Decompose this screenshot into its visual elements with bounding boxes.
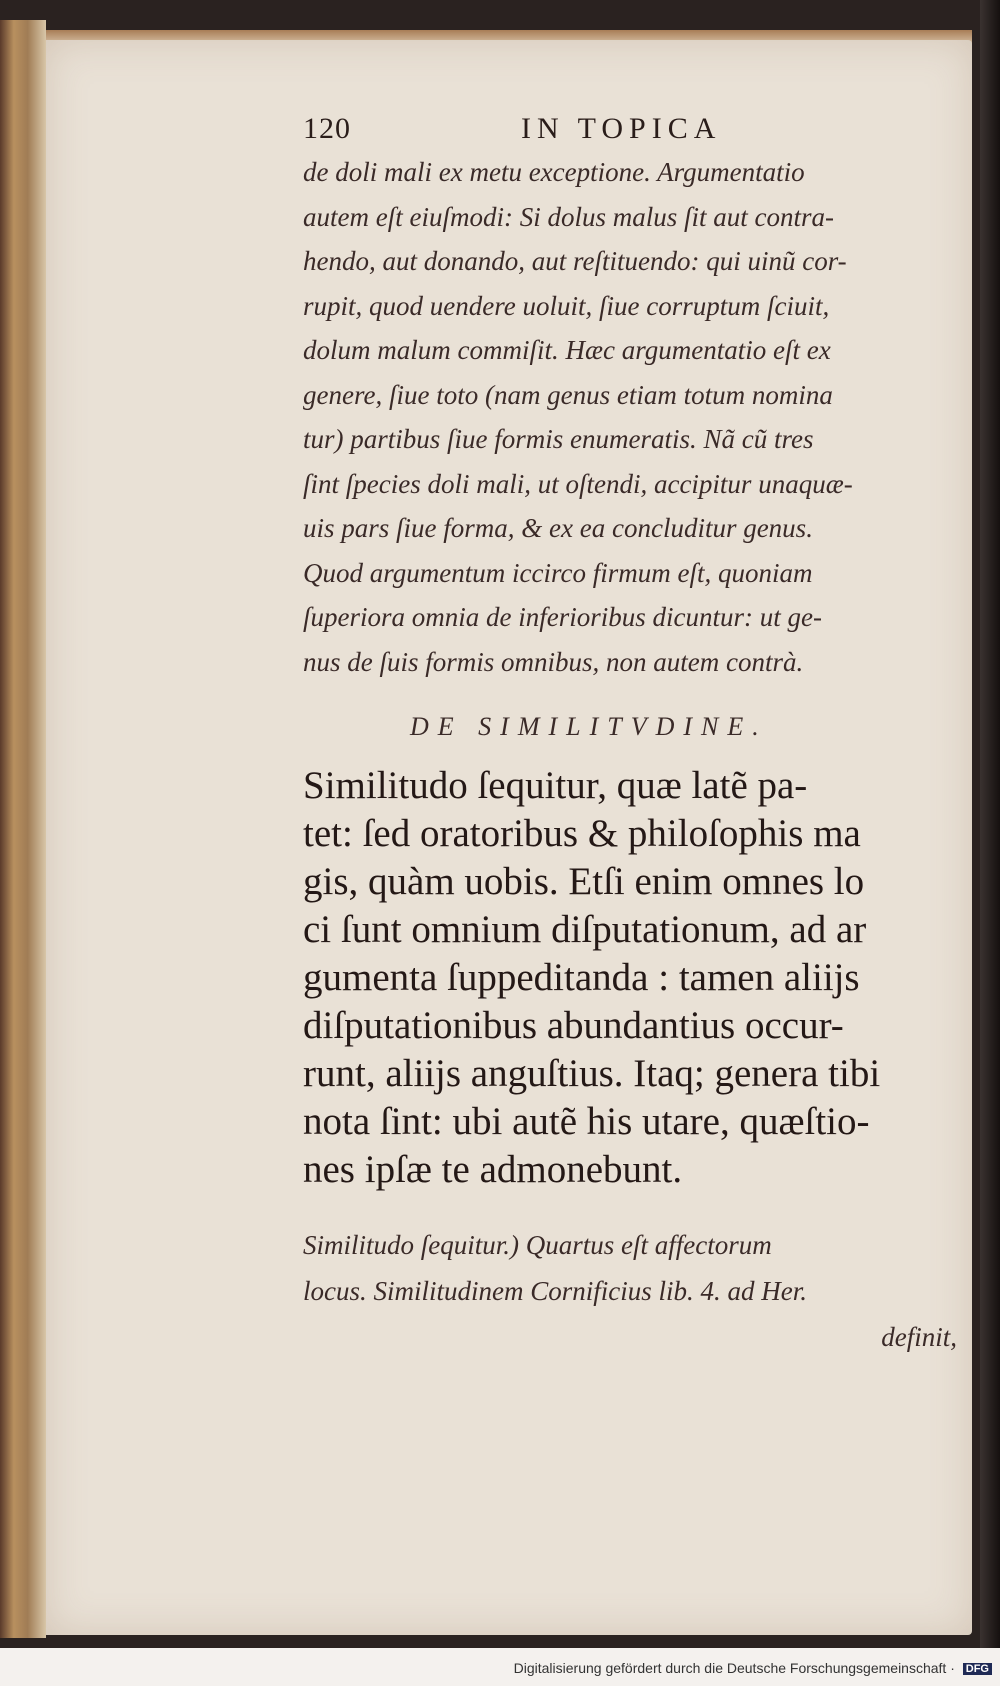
text-line: genere, ſiue toto (nam genus etiam totum nomina: [303, 379, 833, 410]
text-line: nes ipſæ te admonebunt.: [303, 1148, 683, 1191]
text-line: runt, aliĳs anguſtius. Itaq; genera tibi: [303, 1052, 881, 1095]
book-spine-right: [980, 0, 1000, 1648]
text-line: dolum malum commiſit. Hæc argumentatio eſt ex: [303, 335, 831, 365]
text-line: ſint ſpecies doli mali, ut oſtendi, accipitur unaquæ-: [303, 468, 853, 499]
note-text: [303, 1222, 963, 1360]
main-text: [303, 762, 963, 1194]
dfg-logo: DFG: [963, 1663, 992, 1675]
text-line: nus de ſuis formis omnibus, non autem contrà.: [303, 646, 804, 677]
text-line: diſputationibus abundantius occur-: [303, 1004, 844, 1047]
running-header: [303, 112, 773, 152]
text-line: ci ſunt omnium diſputationum, ad ar: [303, 908, 867, 951]
text-line: Similitudo ſequitur, quæ latẽ pa-: [303, 764, 808, 807]
text-line: de doli mali ex metu exceptione. Argumentatio: [303, 157, 805, 187]
text-line: uis pars ſiue forma, & ex ea concluditur genus.: [303, 513, 813, 543]
text-line: gumenta ſuppeditanda : tamen aliĳs: [303, 956, 860, 999]
text-line: gis, quàm uobis. Etſi enim omnes lo: [303, 860, 865, 903]
commentary-text: [303, 150, 963, 684]
section-heading: DE SIMILITVDINE.: [410, 712, 768, 741]
catchword: definit,: [881, 1322, 957, 1352]
text-line: tet: ſed oratoribus & philoſophis ma: [303, 812, 861, 855]
text-line: nota ſint: ubi autẽ his utare, quæſtio-: [303, 1100, 870, 1143]
text-line: ſuperiora omnia de inferioribus dicuntur: ut ge-: [303, 602, 822, 632]
text-line: Similitudo ſequitur.) Quartus eſt affectorum: [303, 1230, 772, 1260]
text-line: locus. Similitudinem Cornificius lib. 4. ad Her.: [303, 1276, 807, 1306]
text-line: tur) partibus ſiue formis enumeratis. Nã cũ tres: [303, 424, 814, 454]
book-spine-left: [0, 20, 46, 1638]
footer-text: Digitalisierung gefördert durch die Deutsche Forschungsgemeinschaft ·: [513, 1660, 955, 1676]
text-line: rupit, quod uendere uoluit, ſiue corruptum ſciuit,: [303, 290, 830, 321]
text-line: Quod argumentum iccirco firmum eſt, quoniam: [303, 557, 813, 588]
page-number: 120: [303, 112, 351, 145]
text-line: autem eſt eiuſmodi: Si dolus malus ſit aut contra-: [303, 201, 834, 232]
text-line: hendo, aut donando, aut reſtituendo: qui uinũ cor-: [303, 246, 847, 276]
footer: [514, 1660, 992, 1676]
running-title: IN TOPICA: [521, 112, 722, 145]
